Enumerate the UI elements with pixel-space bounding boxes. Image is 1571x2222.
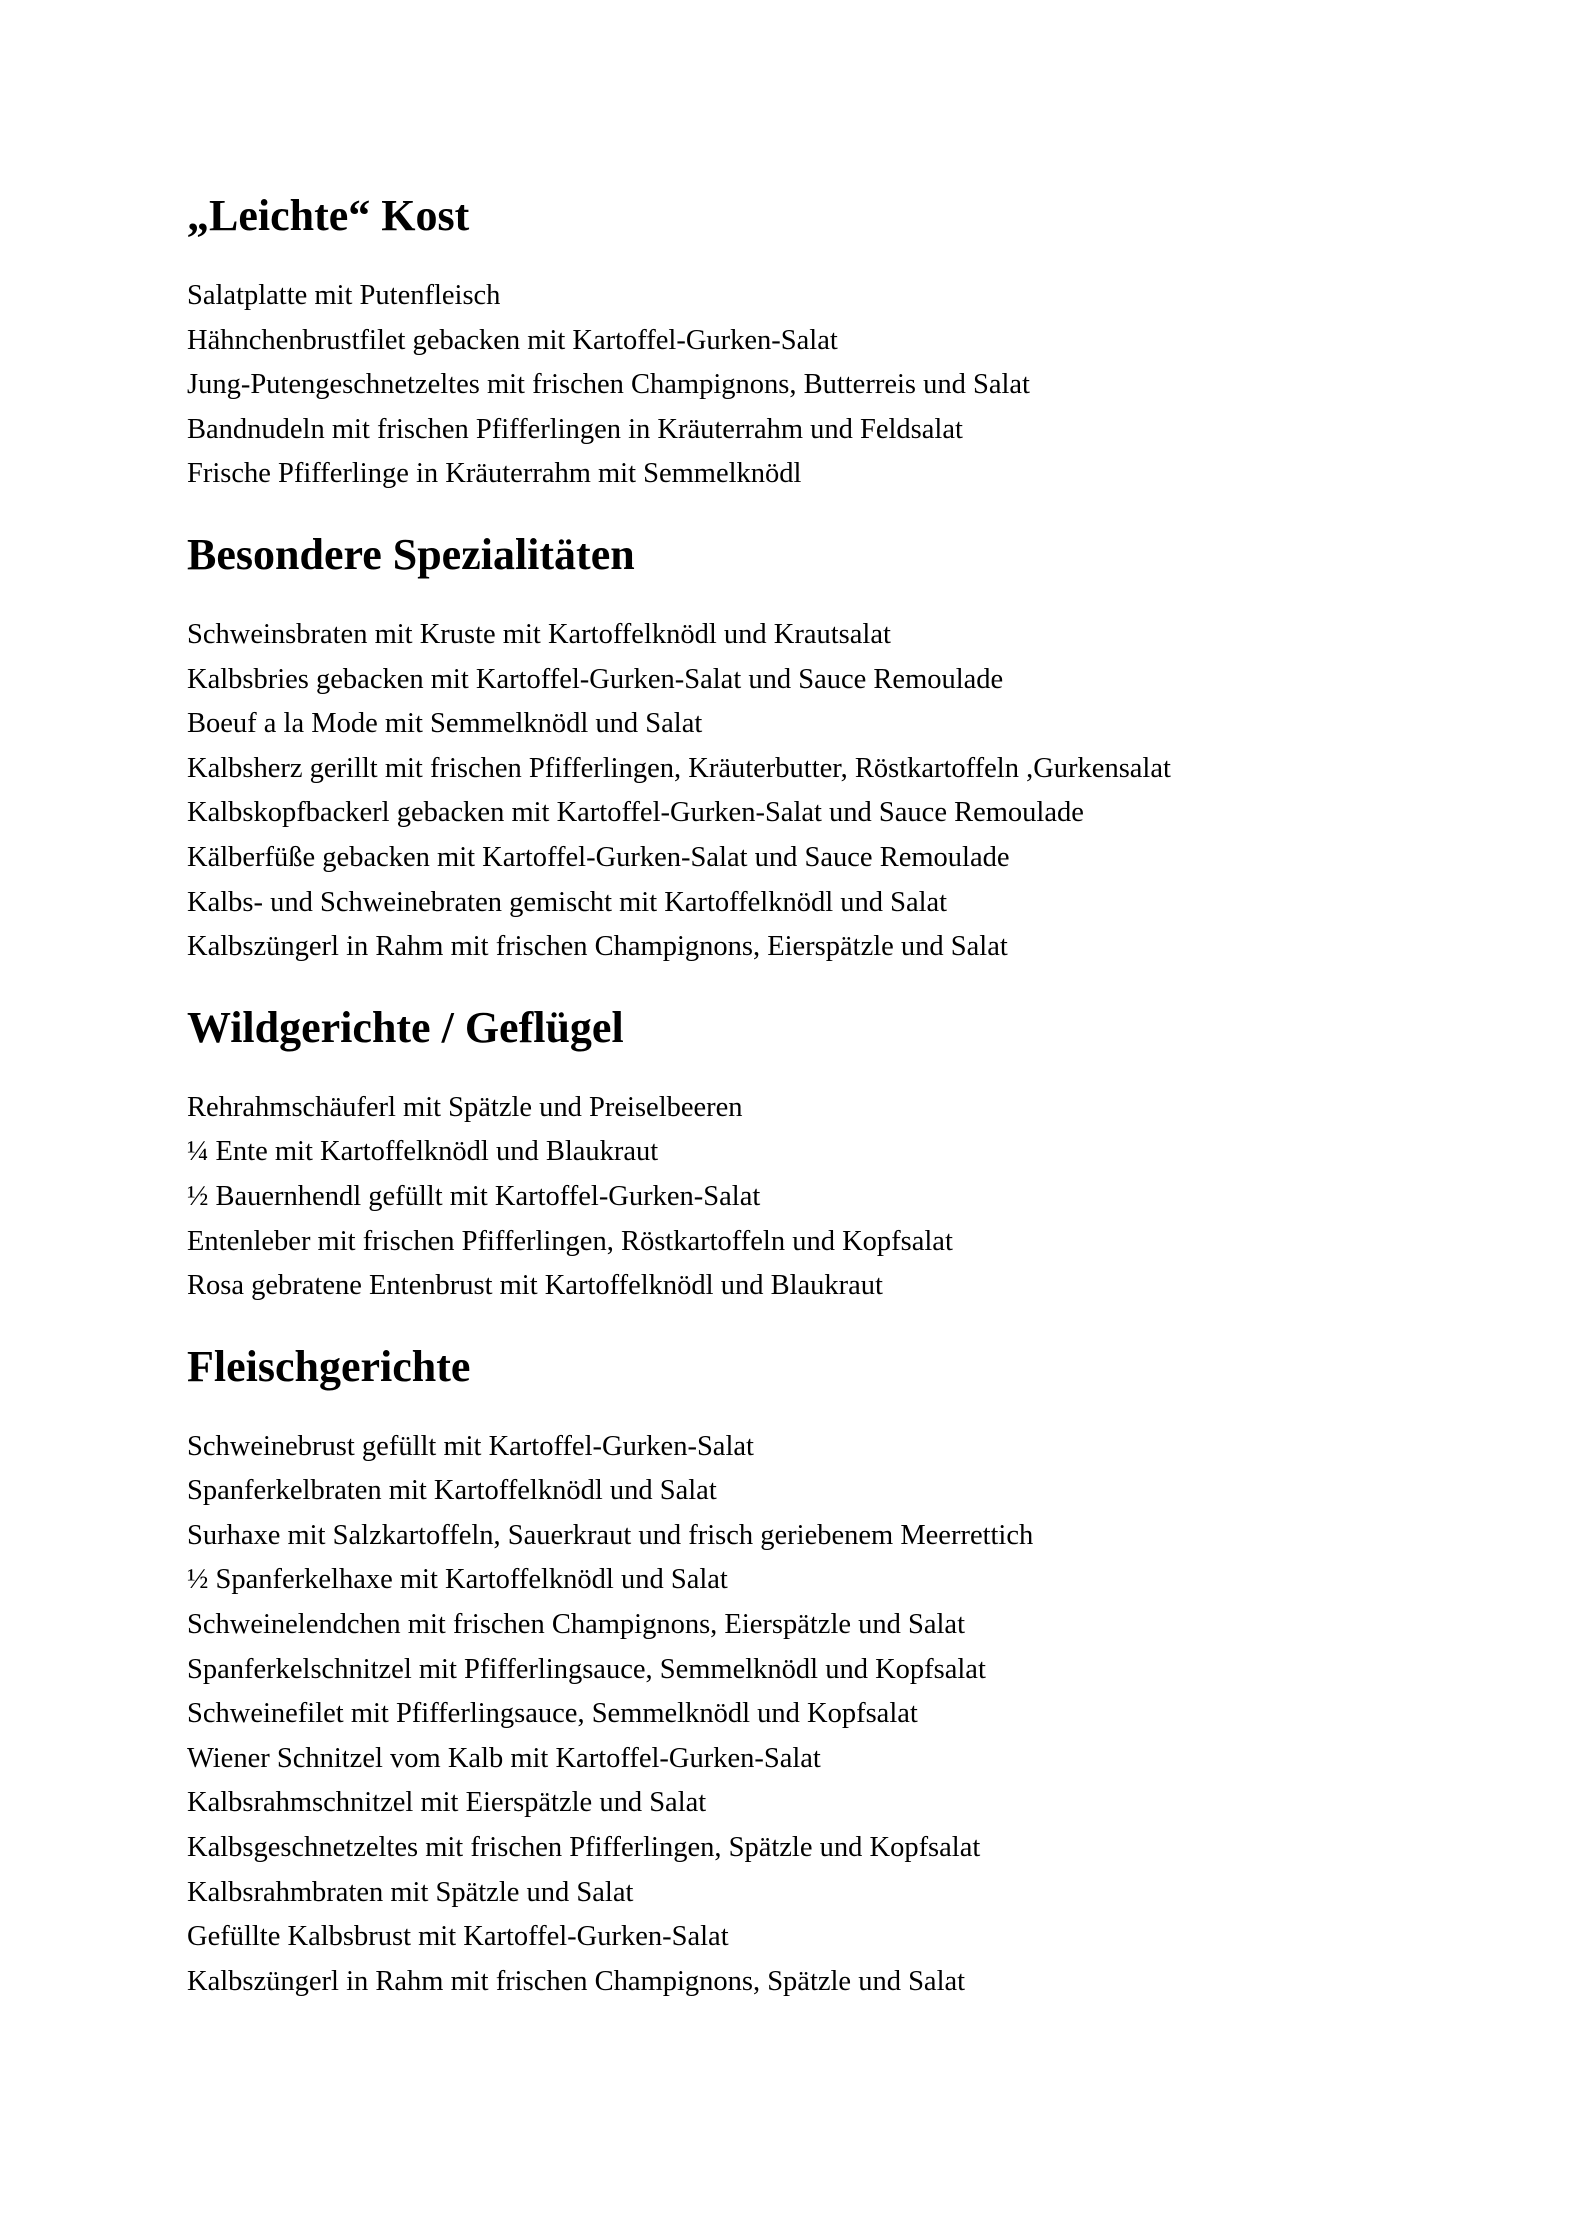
menu-item: Schweinefilet mit Pfifferlingsauce, Semmelknödl und Kopfsalat — [187, 1698, 918, 1730]
section-leichte-kost — [187, 186, 1437, 497]
menu-list — [187, 274, 1437, 497]
menu-item: Kalbsbries gebacken mit Kartoffel-Gurken-Salat und Sauce Remoulade — [187, 663, 1004, 695]
menu-item: Frische Pfifferlinge in Kräuterrahm mit Semmelknödl — [187, 458, 802, 490]
section-title: Wildgerichte / Geflügel — [187, 1002, 624, 1052]
menu-item: Rehrahmschäuferl mit Spätzle und Preiselbeeren — [187, 1091, 743, 1123]
menu-item: Kalbsrahmbraten mit Spätzle und Salat — [187, 1876, 634, 1908]
menu-item: Wiener Schnitzel vom Kalb mit Kartoffel-Gurken-Salat — [187, 1742, 821, 1774]
menu-item: Schweinelendchen mit frischen Champignons, Eierspätzle und Salat — [187, 1609, 966, 1641]
menu-item: ½ Bauernhendl gefüllt mit Kartoffel-Gurken-Salat — [187, 1180, 761, 1212]
section-title: Fleischgerichte — [187, 1341, 471, 1391]
menu-item: ½ Spanferkelhaxe mit Kartoffelknödl und Salat — [187, 1564, 728, 1596]
menu-item: Spanferkelbraten mit Kartoffelknödl und Salat — [187, 1475, 717, 1507]
menu-list — [187, 613, 1437, 970]
menu-item: Kalbsherz gerillt mit frischen Pfifferlingen, Kräuterbutter, Röstkartoffeln ,Gurkensalat — [187, 752, 1171, 784]
menu-item: Kalbszüngerl in Rahm mit frischen Champignons, Spätzle und Salat — [187, 1965, 966, 1997]
section-wildgerichte-gefluegel — [187, 998, 1437, 1309]
section-besondere-spezialitaeten — [187, 525, 1437, 970]
menu-item: Kalbskopfbackerl gebacken mit Kartoffel-Gurken-Salat und Sauce Remoulade — [187, 797, 1084, 829]
menu-page — [187, 186, 1437, 2032]
menu-item: Salatplatte mit Putenfleisch — [187, 280, 501, 311]
menu-item: Kalbs- und Schweinebraten gemischt mit Kartoffelknödl und Salat — [187, 886, 948, 918]
menu-item: Boeuf a la Mode mit Semmelknödl und Salat — [187, 708, 703, 740]
menu-item: Kälberfüße gebacken mit Kartoffel-Gurken-Salat und Sauce Remoulade — [187, 841, 1010, 873]
menu-item: Kalbsrahmschnitzel mit Eierspätzle und Salat — [187, 1787, 707, 1819]
menu-item: Bandnudeln mit frischen Pfifferlingen in Kräuterrahm und Feldsalat — [187, 413, 963, 445]
menu-item: Kalbsgeschnetzeltes mit frischen Pfifferlingen, Spätzle und Kopfsalat — [187, 1832, 981, 1864]
menu-item: Hähnchenbrustfilet gebacken mit Kartoffel-Gurken-Salat — [187, 324, 838, 356]
section-title: „Leichte“ Kost — [187, 191, 470, 240]
menu-item: Jung-Putengeschnetzeltes mit frischen Champignons, Butterreis und Salat — [187, 369, 1030, 401]
section-fleischgerichte — [187, 1337, 1437, 2005]
menu-item: Schweinsbraten mit Kruste mit Kartoffelknödl und Krautsalat — [187, 618, 891, 650]
menu-item: ¼ Ente mit Kartoffelknödl und Blaukraut — [187, 1136, 659, 1168]
menu-item: Entenleber mit frischen Pfifferlingen, Röstkartoffeln und Kopfsalat — [187, 1225, 953, 1257]
menu-item: Gefüllte Kalbsbrust mit Kartoffel-Gurken-Salat — [187, 1921, 729, 1953]
menu-list — [187, 1425, 1437, 2005]
menu-item: Schweinebrust gefüllt mit Kartoffel-Gurken-Salat — [187, 1430, 754, 1462]
menu-item: Rosa gebratene Entenbrust mit Kartoffelknödl und Blaukraut — [187, 1270, 883, 1302]
section-title: Besondere Spezialitäten — [187, 529, 635, 579]
menu-list — [187, 1086, 1437, 1309]
menu-item: Surhaxe mit Salzkartoffeln, Sauerkraut und frisch geriebenem Meerrettich — [187, 1519, 1034, 1551]
menu-item: Kalbszüngerl in Rahm mit frischen Champignons, Eierspätzle und Salat — [187, 931, 1008, 963]
menu-item: Spanferkelschnitzel mit Pfifferlingsauce, Semmelknödl und Kopfsalat — [187, 1653, 986, 1685]
